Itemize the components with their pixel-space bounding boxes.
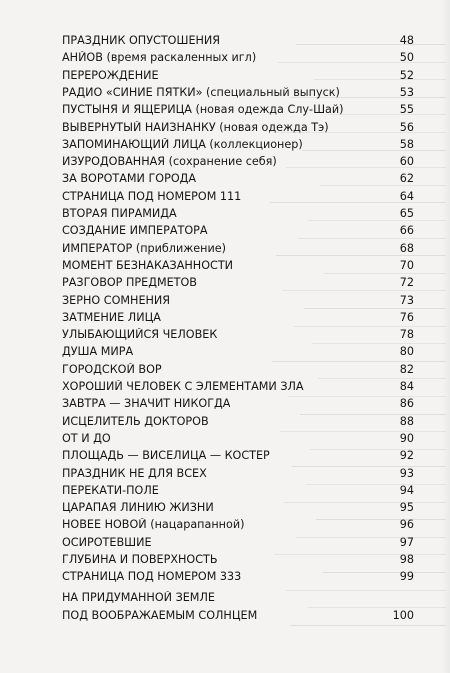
toc-entry-title: ЗА ВОРОТАМИ ГОРОДА xyxy=(62,172,197,186)
toc-entry-title: ХОРОШИЙ ЧЕЛОВЕК С ЭЛЕМЕНТАМИ ЗЛА xyxy=(62,380,304,393)
toc-entry-page-number: 93 xyxy=(399,466,414,480)
toc-entry-title: ВЫВЕРНУТЫЙ НАИЗНАНКУ (новая одежда Тэ) xyxy=(62,120,329,134)
toc-entry-page-number: 68 xyxy=(399,241,414,255)
page-edge-shadow xyxy=(442,0,450,673)
toc-entry-title: РАДИО «СИНИЕ ПЯТКИ» (специальный выпуск) xyxy=(62,85,340,99)
toc-entry-page-number: 80 xyxy=(399,345,414,359)
toc-entry-page-number: 94 xyxy=(399,483,414,497)
toc-entry-page-number: 55 xyxy=(399,103,414,117)
toc-entry-page-number: 62 xyxy=(399,172,414,186)
toc-entry-page-number: 73 xyxy=(399,293,414,307)
toc-entry-title: СОЗДАНИЕ ИМПЕРАТОРА xyxy=(62,224,208,238)
toc-entry-page-number: 82 xyxy=(399,362,414,376)
toc-entry-page-number: 56 xyxy=(399,120,414,134)
toc-entry-page-number: 60 xyxy=(399,155,414,169)
toc-entry-title: СТРАНИЦА ПОД НОМЕРОМ 111 xyxy=(62,189,242,203)
toc-entry-title: ЗЕРНО СОМНЕНИЯ xyxy=(62,293,171,307)
toc-entry-title: ПЕРЕРОЖДЕНИЕ xyxy=(62,68,159,82)
toc-entry-page-number: 64 xyxy=(399,189,414,203)
toc-entry-title: ИЗУРОДОВАННАЯ (сохранение себя) xyxy=(62,155,277,169)
toc-entry-page-number: 86 xyxy=(399,397,414,411)
toc-entry-page-number: 84 xyxy=(399,380,414,393)
toc-entry-page-number: 66 xyxy=(399,224,414,238)
toc-entry-page-number: 100 xyxy=(392,608,414,622)
toc-entry-page-number: 76 xyxy=(399,310,414,324)
toc-entry-page-number: 97 xyxy=(399,535,414,549)
toc-entry-page-number: 88 xyxy=(399,414,414,428)
toc-entry-page-number: 72 xyxy=(399,276,414,290)
toc-entry-title: РАЗГОВОР ПРЕДМЕТОВ xyxy=(62,276,197,290)
toc-entry-title: АНЙОВ (время раскаленных игл) xyxy=(62,51,257,65)
toc-entry-title: ЗАТМЕНИЕ ЛИЦА xyxy=(62,310,161,324)
toc-entry-title: ГЛУБИНА И ПОВЕРХНОСТЬ xyxy=(62,553,218,566)
toc-entry-title: ПУСТЫНЯ И ЯЩЕРИЦА (новая одежда Слу-Шай) xyxy=(62,103,344,117)
toc-entry-page-number: 70 xyxy=(399,258,414,272)
toc-entry-title: МОМЕНТ БЕЗНАКАЗАННОСТИ xyxy=(62,258,234,272)
toc-entry-page-number: 58 xyxy=(399,137,414,151)
toc-entry-page-number: 48 xyxy=(399,34,414,47)
toc-entry-title: ОСИРОТЕВШИЕ xyxy=(62,535,152,549)
toc-entry-title: ЗАПОМИНАЮЩИЙ ЛИЦА (коллекционер) xyxy=(62,137,303,151)
toc-entry-title: ОТ И ДО xyxy=(62,431,111,445)
toc-entry-page-number: 90 xyxy=(399,431,414,445)
toc-entry-title: ПЕРЕКАТИ-ПОЛЕ xyxy=(62,483,159,497)
toc-entry-title: ПРАЗДНИК НЕ ДЛЯ ВСЕХ xyxy=(62,466,207,480)
toc-entry-page-number: 99 xyxy=(399,570,414,584)
toc-entry-title: ВТОРАЯ ПИРАМИДА xyxy=(62,207,177,220)
toc-entry-title: ДУША МИРА xyxy=(62,345,134,359)
toc-entry-title: ПЛОЩАДЬ — ВИСЕЛИЦА — КОСТЕР xyxy=(62,449,270,463)
toc-entry-title: ПРАЗДНИК ОПУСТОШЕНИЯ xyxy=(62,34,221,47)
toc-entry-page-number: 53 xyxy=(399,85,414,99)
toc-entry-title: ГОРОДСКОЙ ВОР xyxy=(62,362,162,376)
toc-entry-page-number: 95 xyxy=(399,501,414,515)
toc-entry-title: ИСЦЕЛИТЕЛЬ ДОКТОРОВ xyxy=(62,414,209,428)
toc-entry-title: СТРАНИЦА ПОД НОМЕРОМ 333 xyxy=(62,570,242,584)
toc-entry-page-number: 92 xyxy=(399,449,414,463)
toc-entry-title: НА ПРИДУМАННОЙ ЗЕМЛЕ xyxy=(62,591,215,605)
toc-entry-page-number: 78 xyxy=(399,328,414,342)
toc-entry-page-number: 50 xyxy=(399,51,414,65)
toc-entry-page-number: 98 xyxy=(399,553,414,566)
toc-entry-title: ЦАРАПАЯ ЛИНИЮ ЖИЗНИ xyxy=(62,501,214,515)
toc-entry-title: УЛЫБАЮЩИЙСЯ ЧЕЛОВЕК xyxy=(62,328,218,342)
toc-entry-page-number: 96 xyxy=(399,518,414,532)
toc-entry-title: ЗАВТРА — ЗНАЧИТ НИКОГДА xyxy=(62,397,231,411)
toc-entry-page-number: 52 xyxy=(399,68,414,82)
toc-entry-title: ПОД ВООБРАЖАЕМЫМ СОЛНЦЕМ xyxy=(62,608,258,622)
toc-entry-title: ИМПЕРАТОР (приближение) xyxy=(62,241,227,255)
toc-entry-title: НОВЕЕ НОВОЙ (нацарапанной) xyxy=(62,518,245,532)
toc-entry-page-number: 65 xyxy=(399,207,414,220)
